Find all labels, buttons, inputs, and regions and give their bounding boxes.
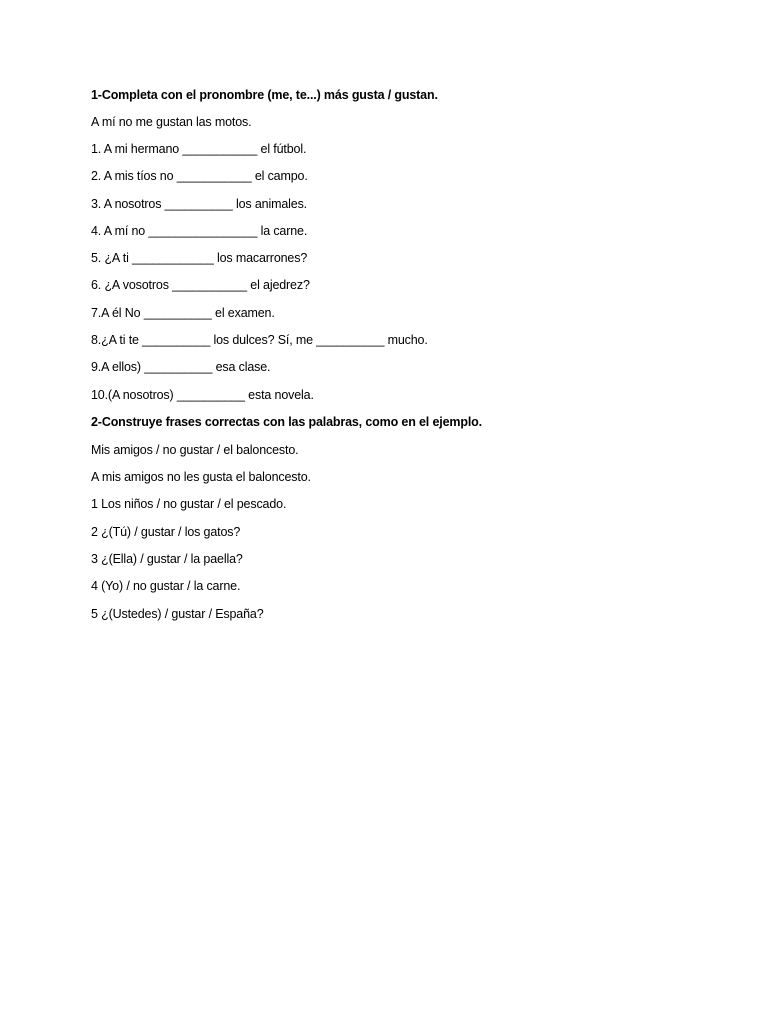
exercise1-item-5: 5. ¿A ti ____________ los macarrones?: [91, 251, 308, 265]
exercise1-item-9: 9.A ellos) __________ esa clase.: [91, 360, 271, 374]
section1-heading: 1-Completa con el pronombre (me, te...) más gusta / gustan.: [91, 88, 438, 102]
exercise2-item-4: 4 (Yo) / no gustar / la carne.: [91, 579, 241, 593]
exercise1-item-3: 3. A nosotros __________ los animales.: [91, 197, 307, 211]
section2-example-answer: A mis amigos no les gusta el baloncesto.: [91, 470, 311, 484]
exercise1-item-10: 10.(A nosotros) __________ esta novela.: [91, 388, 314, 402]
exercise2-item-1: 1 Los niños / no gustar / el pescado.: [91, 497, 287, 511]
section2-heading: 2-Construye frases correctas con las palabras, como en el ejemplo.: [91, 415, 482, 429]
exercise1-item-1: 1. A mi hermano ___________ el fútbol.: [91, 142, 307, 156]
exercise1-item-7: 7.A él No __________ el examen.: [91, 306, 275, 320]
exercise1-item-4: 4. A mí no ________________ la carne.: [91, 224, 308, 238]
section1-example: A mí no me gustan las motos.: [91, 115, 252, 129]
section2-example-prompt: Mis amigos / no gustar / el baloncesto.: [91, 443, 299, 457]
exercise2-item-5: 5 ¿(Ustedes) / gustar / España?: [91, 607, 264, 621]
exercise1-item-6: 6. ¿A vosotros ___________ el ajedrez?: [91, 278, 310, 292]
exercise1-item-2: 2. A mis tíos no ___________ el campo.: [91, 169, 308, 183]
exercise2-item-2: 2 ¿(Tú) / gustar / los gatos?: [91, 525, 241, 539]
exercise2-item-3: 3 ¿(Ella) / gustar / la paella?: [91, 552, 243, 566]
exercise1-item-8: 8.¿A ti te __________ los dulces? Sí, me __________ mucho.: [91, 333, 428, 347]
